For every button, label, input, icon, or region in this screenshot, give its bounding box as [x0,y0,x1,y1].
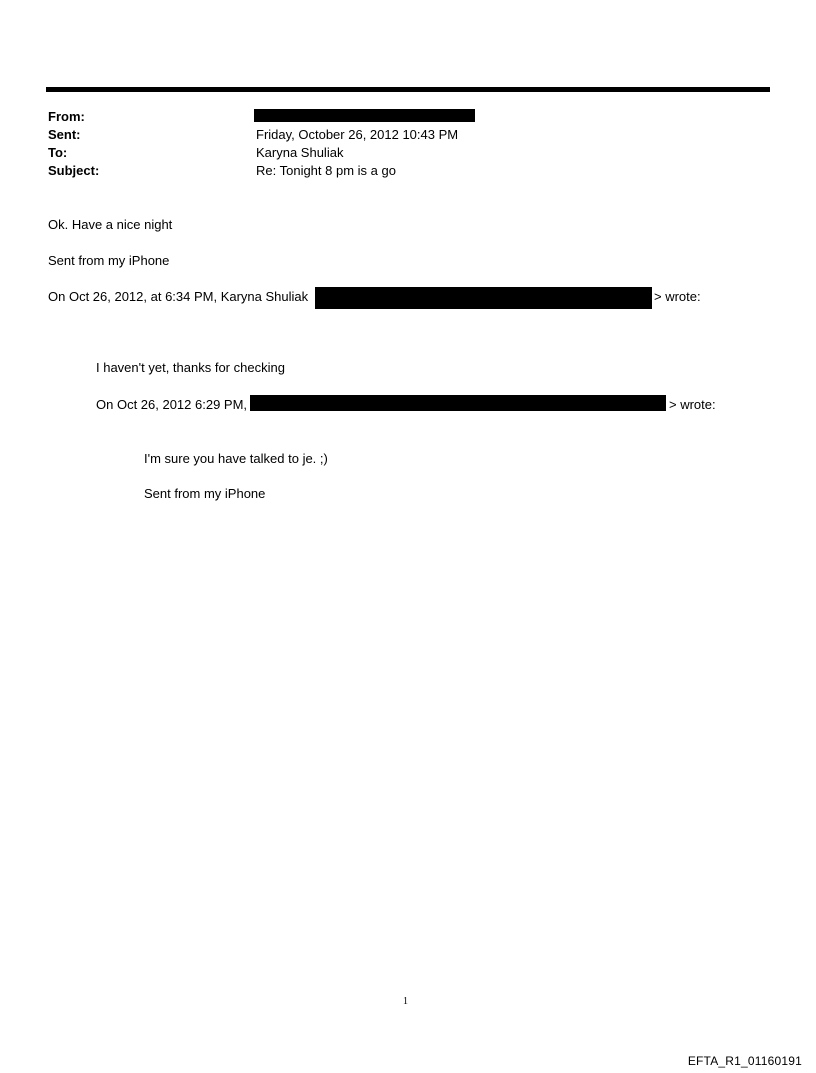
message-signature: Sent from my iPhone [48,253,170,268]
header-rule [46,87,770,92]
bates-number: EFTA_R1_01160191 [687,1054,802,1068]
subject-value: Re: Tonight 8 pm is a go [256,163,396,178]
message-line: Ok. Have a nice night [48,217,173,232]
sent-value: Friday, October 26, 2012 10:43 PM [256,127,459,142]
quote-intro: On Oct 26, 2012, at 6:34 PM, Karyna Shuliak [48,289,309,304]
email-redaction [315,287,652,309]
quote-intro-suffix: > wrote: [654,289,701,304]
quote-intro: On Oct 26, 2012 6:29 PM, [96,397,248,412]
from-redaction [254,109,475,122]
sender-redaction [250,395,666,411]
subject-label: Subject: [48,163,100,178]
from-label: From: [48,109,85,124]
to-label: To: [48,145,68,160]
quote-intro-suffix: > wrote: [669,397,716,412]
sent-label: Sent: [48,127,81,142]
page-number: 1 [403,996,408,1007]
quoted-line: I'm sure you have talked to je. ;) [144,451,328,466]
to-value: Karyna Shuliak [256,145,344,160]
quoted-signature: Sent from my iPhone [144,486,266,501]
quoted-line: I haven't yet, thanks for checking [96,360,285,375]
